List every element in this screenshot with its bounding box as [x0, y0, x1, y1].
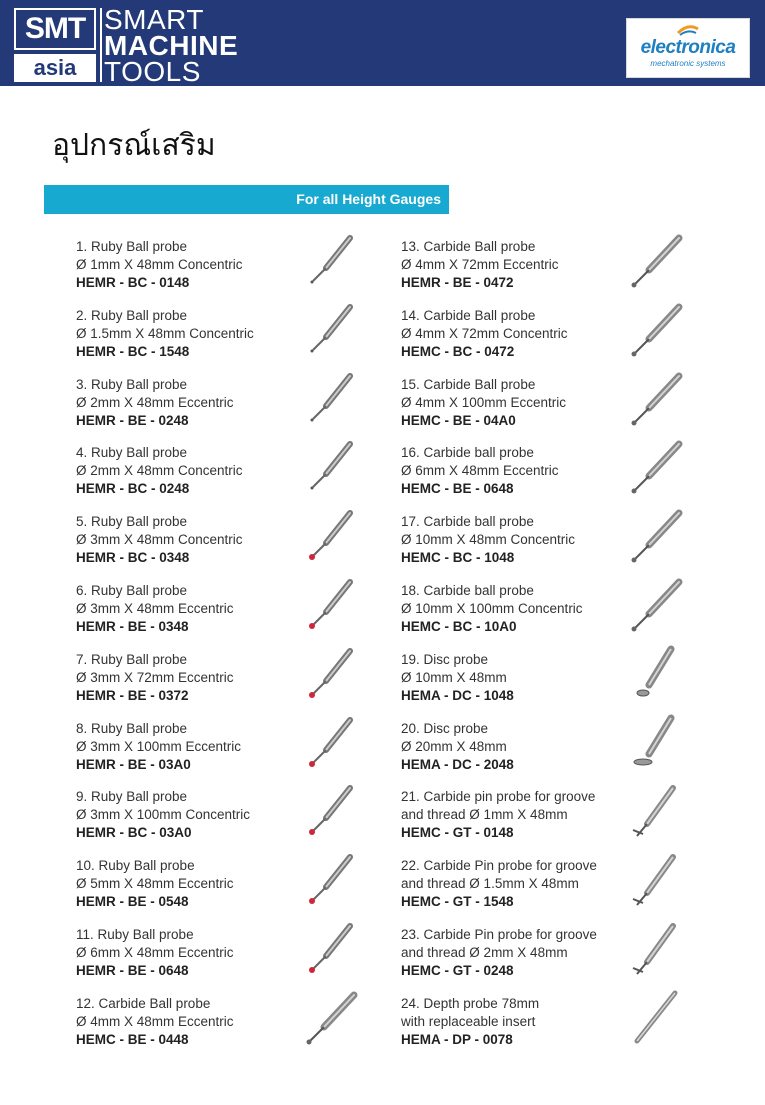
product-code: HEMC - BC - 1048	[401, 550, 515, 566]
carbide-ball-probe-icon	[623, 507, 685, 569]
product-spec: Ø 2mm X 48mm Concentric	[76, 463, 243, 479]
product-name: 5. Ruby Ball probe	[76, 514, 188, 530]
product-code: HEMC - GT - 0248	[401, 963, 514, 978]
product-name: 19. Disc probe	[401, 651, 489, 667]
carbide-ball-probe-icon	[623, 301, 685, 363]
product-spec: Ø 4mm X 72mm Eccentric	[401, 257, 559, 272]
product-item	[76, 582, 386, 644]
product-name: 18. Carbide ball probe	[401, 583, 534, 598]
smt-asia-logo	[14, 8, 96, 82]
product-item	[76, 651, 386, 713]
product-item	[401, 307, 711, 369]
product-name: 3. Ruby Ball probe	[76, 376, 188, 392]
product-name: 9. Ruby Ball probe	[76, 789, 188, 805]
product-name: 15. Carbide Ball probe	[401, 376, 536, 392]
electronica-logo	[626, 18, 750, 78]
product-name: 20. Disc probe	[401, 720, 489, 736]
product-code: HEMR - BC - 0348	[76, 550, 190, 566]
pin-probe-icon	[623, 851, 685, 913]
ruby-ball-probe-icon	[298, 714, 360, 776]
product-spec: and thread Ø 2mm X 48mm	[401, 945, 568, 960]
product-spec: Ø 1mm X 48mm Concentric	[76, 257, 243, 272]
asia-logo-text: asia	[14, 54, 96, 82]
product-spec: Ø 3mm X 72mm Eccentric	[76, 669, 234, 685]
product-code: HEMC - BE - 0648	[401, 481, 514, 497]
brand-line-1: SMART	[104, 4, 204, 35]
product-item	[401, 995, 711, 1057]
product-code: HEMR - BC - 0248	[76, 481, 190, 497]
product-name: 2. Ruby Ball probe	[76, 307, 188, 323]
ruby-ball-probe-icon	[298, 576, 360, 638]
product-code: HEMR - BE - 03A0	[76, 756, 191, 772]
carbide-ball-probe-icon	[623, 576, 685, 638]
brand-divider	[100, 8, 102, 82]
product-spec: Ø 4mm X 48mm Eccentric	[76, 1013, 234, 1029]
ruby-ball-probe-icon	[298, 645, 360, 707]
product-code: HEMC - GT - 0148	[401, 825, 514, 841]
product-item	[76, 926, 386, 988]
product-name: 7. Ruby Ball probe	[76, 651, 188, 667]
product-code: HEMC - BE - 0448	[76, 1031, 189, 1047]
product-code: HEMC - BC - 0472	[401, 343, 515, 359]
product-item	[401, 238, 711, 300]
electronica-swoosh-icon	[676, 23, 700, 37]
disc-probe-icon	[623, 645, 685, 707]
product-item	[76, 857, 386, 919]
product-spec: Ø 3mm X 100mm Concentric	[76, 807, 251, 823]
product-spec: Ø 6mm X 48mm Eccentric	[401, 463, 559, 479]
product-name: 13. Carbide Ball probe	[401, 239, 536, 254]
ruby-ball-probe-icon	[298, 232, 360, 294]
product-spec: Ø 3mm X 100mm Eccentric	[76, 738, 242, 754]
page-header	[0, 0, 765, 86]
product-item	[401, 720, 711, 782]
product-item	[401, 788, 711, 850]
product-spec: Ø 5mm X 48mm Eccentric	[76, 876, 234, 892]
banner-text: For all Height Gauges	[296, 191, 441, 207]
product-item	[401, 926, 711, 988]
product-spec: and thread Ø 1.5mm X 48mm	[401, 876, 579, 892]
product-name: 12. Carbide Ball probe	[76, 995, 211, 1011]
product-spec: Ø 3mm X 48mm Concentric	[76, 532, 243, 548]
product-spec: Ø 10mm X 48mm	[401, 669, 507, 685]
product-item	[401, 444, 711, 506]
carbide-ball-probe-icon	[623, 232, 685, 294]
ruby-ball-probe-icon	[298, 438, 360, 500]
product-spec: Ø 4mm X 72mm Concentric	[401, 325, 568, 341]
product-name: 22. Carbide Pin probe for groove	[401, 858, 597, 874]
product-name: 8. Ruby Ball probe	[76, 720, 188, 736]
carbide-ball-probe-icon	[623, 370, 685, 432]
product-code: HEMA - DC - 2048	[401, 756, 514, 772]
product-name: 10. Ruby Ball probe	[76, 858, 195, 874]
product-code: HEMR - BE - 0648	[76, 963, 189, 978]
product-code: HEMA - DC - 1048	[401, 687, 514, 703]
ruby-ball-probe-icon	[298, 507, 360, 569]
product-item	[76, 307, 386, 369]
ruby-ball-probe-icon	[298, 851, 360, 913]
product-name: 21. Carbide pin probe for groove	[401, 789, 596, 805]
product-spec: and thread Ø 1mm X 48mm	[401, 807, 568, 823]
depth-probe-icon	[623, 989, 685, 1051]
product-code: HEMR - BE - 0248	[76, 412, 189, 428]
partner-name: electronica	[640, 37, 736, 58]
product-spec: Ø 1.5mm X 48mm Concentric	[76, 325, 254, 341]
smt-logo-text: SMT	[14, 8, 96, 50]
product-spec: with replaceable insert	[401, 1013, 536, 1029]
product-item	[401, 513, 711, 575]
carbide-ball-probe-icon	[623, 438, 685, 500]
product-spec: Ø 6mm X 48mm Eccentric	[76, 945, 234, 960]
product-spec: Ø 4mm X 100mm Eccentric	[401, 394, 567, 410]
product-code: HEMR - BC - 0148	[76, 275, 190, 290]
product-code: HEMR - BE - 0372	[76, 687, 189, 703]
product-code: HEMA - DP - 0078	[401, 1031, 513, 1047]
product-item	[401, 651, 711, 713]
product-item	[76, 720, 386, 782]
product-item	[76, 788, 386, 850]
product-name: 6. Ruby Ball probe	[76, 583, 188, 598]
product-name: 23. Carbide Pin probe for groove	[401, 927, 597, 942]
product-spec: Ø 20mm X 48mm	[401, 738, 507, 754]
product-name: 24. Depth probe 78mm	[401, 995, 540, 1011]
page-title: อุปกรณ์เสริม	[52, 128, 216, 163]
product-code: HEMC - BC - 10A0	[401, 619, 517, 634]
product-item	[76, 513, 386, 575]
product-name: 11. Ruby Ball probe	[76, 927, 194, 942]
product-code: HEMR - BE - 0472	[401, 275, 514, 290]
product-code: HEMR - BE - 0548	[76, 894, 189, 910]
product-item	[76, 376, 386, 438]
carbide-ball-probe-icon	[298, 989, 360, 1051]
product-spec: Ø 10mm X 48mm Concentric	[401, 532, 576, 548]
ruby-ball-probe-icon	[298, 370, 360, 432]
product-name: 1. Ruby Ball probe	[76, 239, 188, 254]
product-code: HEMC - GT - 1548	[401, 894, 514, 910]
ruby-ball-probe-icon	[298, 920, 360, 982]
product-spec: Ø 10mm X 100mm Concentric	[401, 601, 583, 616]
product-item	[401, 857, 711, 919]
brand-line-3: TOOLS	[104, 56, 201, 87]
product-code: HEMR - BC - 1548	[76, 343, 190, 359]
category-banner	[44, 185, 449, 214]
pin-probe-icon	[623, 920, 685, 982]
product-code: HEMC - BE - 04A0	[401, 412, 516, 428]
ruby-ball-probe-icon	[298, 301, 360, 363]
product-name: 17. Carbide ball probe	[401, 514, 534, 530]
product-spec: Ø 2mm X 48mm Eccentric	[76, 394, 234, 410]
product-item	[401, 582, 711, 644]
disc-probe-icon	[623, 714, 685, 776]
pin-probe-icon	[623, 782, 685, 844]
product-item	[401, 376, 711, 438]
brand-line-2: MACHINE	[104, 30, 239, 61]
product-name: 4. Ruby Ball probe	[76, 445, 188, 461]
product-item	[76, 995, 386, 1057]
ruby-ball-probe-icon	[298, 782, 360, 844]
product-code: HEMR - BE - 0348	[76, 619, 189, 634]
product-item	[76, 444, 386, 506]
product-name: 14. Carbide Ball probe	[401, 307, 536, 323]
product-spec: Ø 3mm X 48mm Eccentric	[76, 601, 234, 616]
product-name: 16. Carbide ball probe	[401, 445, 534, 461]
partner-tagline: mechatronic systems	[650, 59, 726, 68]
product-item	[76, 238, 386, 300]
product-code: HEMR - BC - 03A0	[76, 825, 192, 841]
